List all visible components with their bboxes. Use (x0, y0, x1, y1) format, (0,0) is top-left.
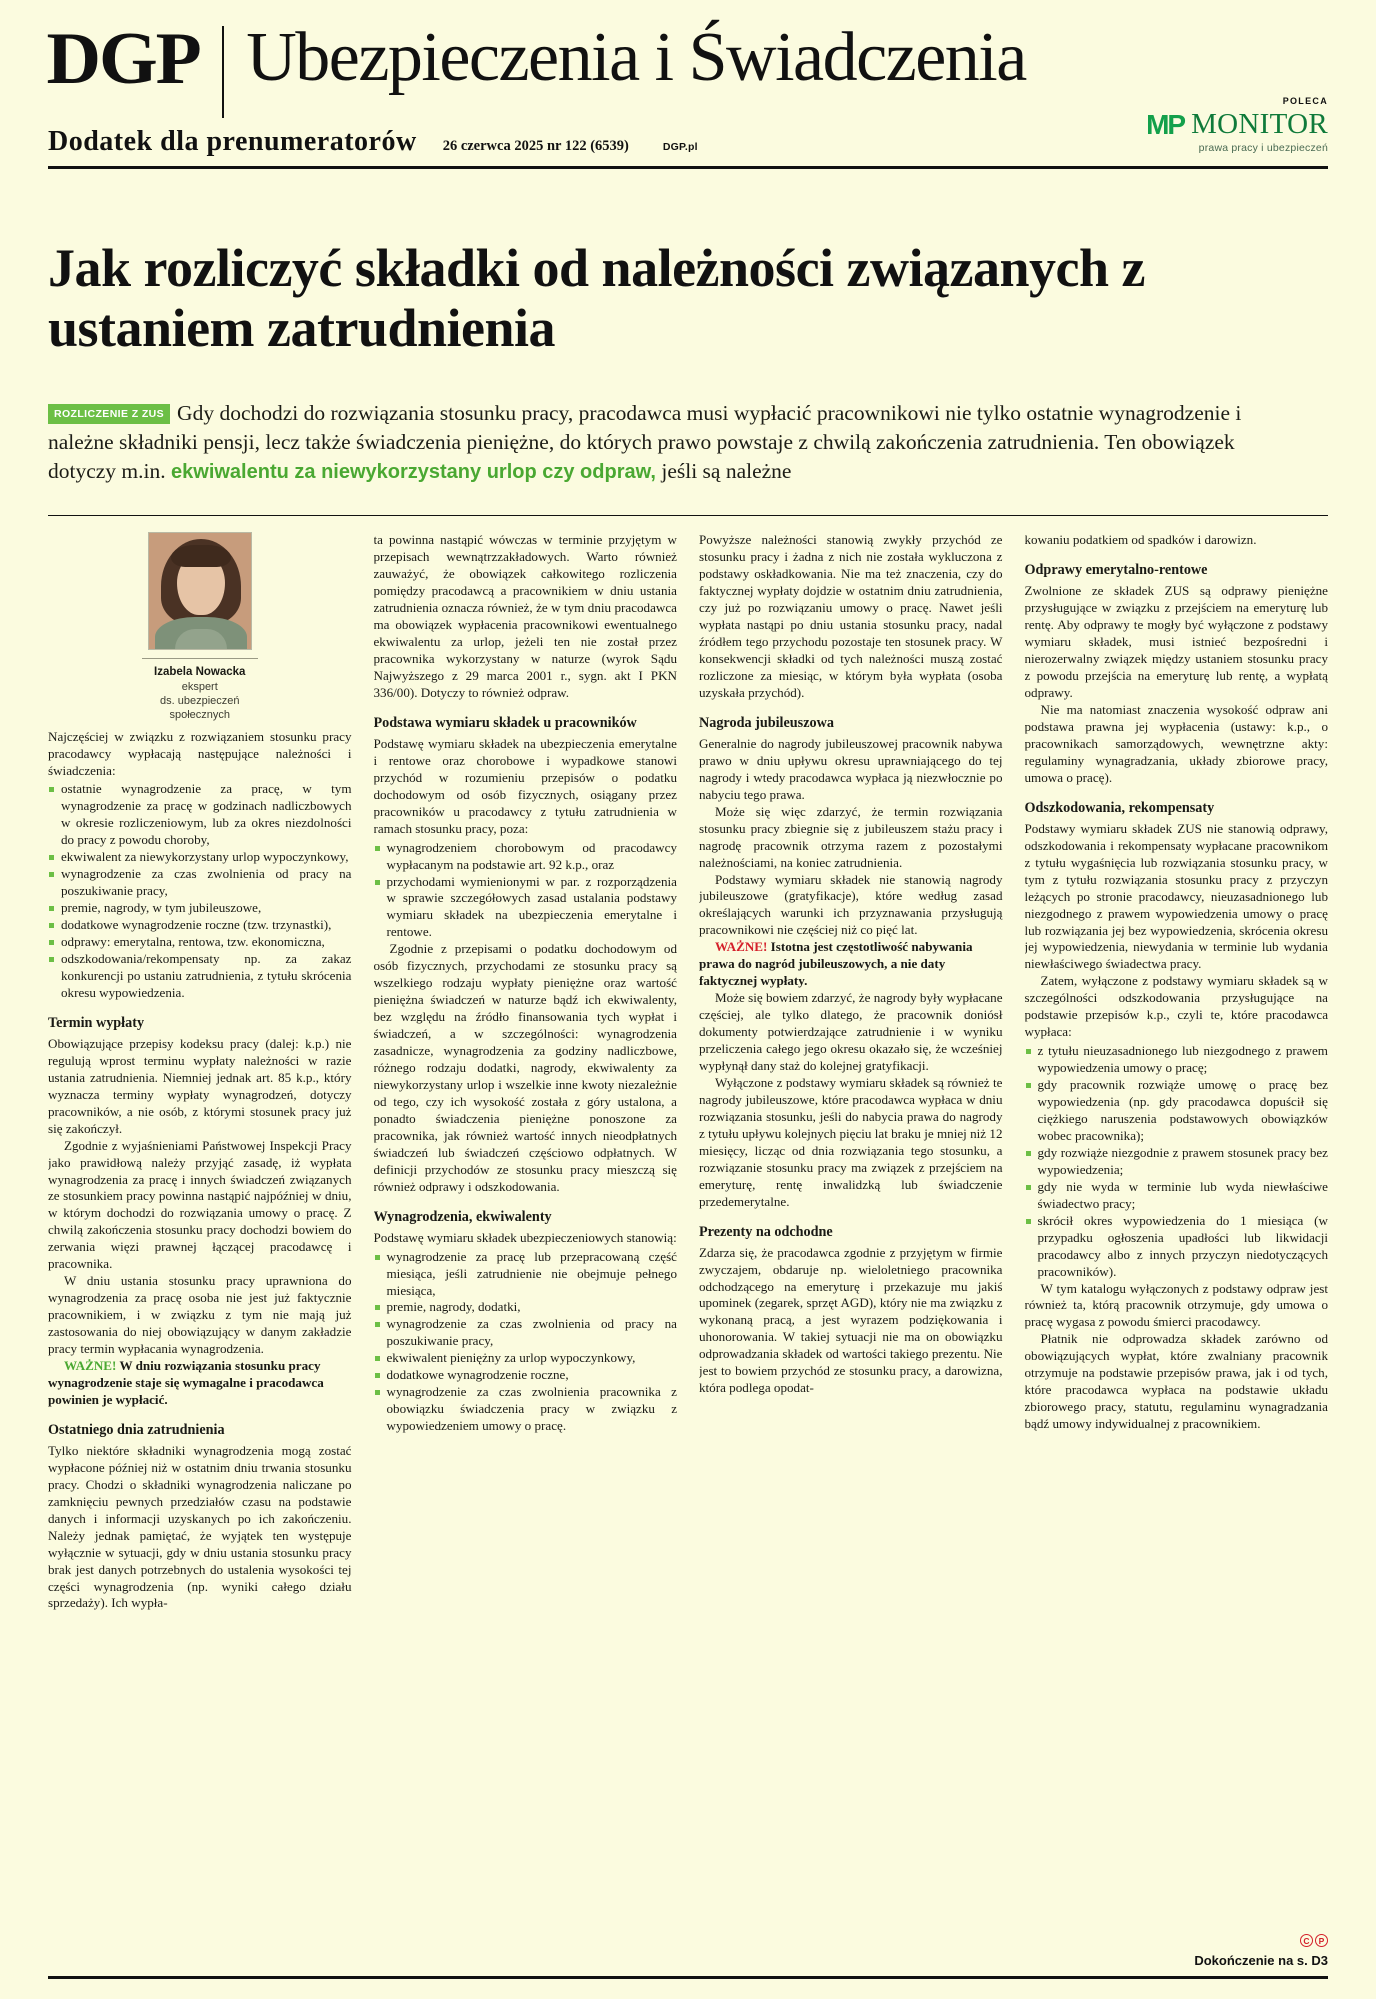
dgp-logo: DGP (46, 18, 200, 100)
author-role-2: ds. ubezpieczeń (160, 695, 240, 707)
paragraph: Podstawę wymiaru składek na ubezpieczenia emerytalne i rentowe oraz chorobowe i wypadkowe stanowi przychód w rozumieniu przepisów o podatku dochodowym od osób fizycznych, osiągany przez pracowników u pracodawcy z tytułu zatrudnienia w ramach stosunku pracy, poza: (373, 735, 677, 836)
author-divider (142, 658, 258, 659)
paragraph: Nie ma natomiast znaczenia wysokość odpraw ani podstawa prawna jej wypłacenia (ustawy: k.p., o pracownikach samorządowych, wewnętrzne akty: regulaminy wynagradzania, układy zbiorowe pracy, umowa o pracę). (1024, 701, 1328, 785)
paragraph: Podstawy wymiaru składek ZUS nie stanowią odprawy, odszkodowania i rekompensaty wypłacane pracownikom z tytułu wygaśnięcia lub rozwiązania stosunku pracy, w tym z tytułu rozwiązania stosunku pracy z przyczyn leżących po stronie pracodawcy, nieuzasadnionego lub niezgodnego z prawem wypowiedzenia umowy o pracę lub rozwiązania jej bez wypowiedzenia, skrócenia okresu jej wypowiedzenia, niewydania w terminie lub wydania niewłaściwego świadectwa pracy. (1024, 820, 1328, 972)
section-label: Dodatek dla prenumeratorów (48, 126, 417, 157)
heading-nagroda-jubileuszowa: Nagroda jubileuszowa (699, 714, 834, 731)
paragraph: ta powinna nastąpić wówczas w terminie przyjętym w przepisach wewnątrzzakładowych. Warto również zauważyć, że obowiązek całkowitego rozliczenia pomiędzy pracodawcą a pracownikiem w dniu ustania zatrudnienia oznacza również, że w tym dniu pracodawca ma obowiązek wypłacenia pracownikowi ewentualnego ekwiwalentu za urlop, jeżeli ten nie został przez pracownika wykorzystany w naturze (wyrok Sądu Najwyższego z 29 marca 2001 r., sygn. akt I PKN 336/00). Dotyczy to również odpraw. (373, 532, 677, 700)
status-badge: ROZLICZENIE Z ZUS (48, 404, 170, 424)
lead-text-after: jeśli są należne (661, 458, 792, 483)
column-4 (1025, 532, 1329, 1842)
paragraph: Generalnie do nagrody jubileuszowej pracownik nabywa prawo w dniu upływu okresu uprawniającego do tej nagrody i wtedy pracodawca wypłaca ją niezwłocznie po nabyciu tego prawa. (699, 735, 1003, 802)
callout-label: WAŻNE! (715, 939, 768, 955)
heading-termin-wyplaty: Termin wypłaty (48, 1014, 145, 1031)
column-3 (699, 532, 1003, 1842)
supplement-title: Ubezpieczenia i Świadczenia (246, 19, 1026, 96)
monitor-wordmark: MONITOR (1191, 108, 1328, 140)
poleca-label: POLECA (1282, 96, 1328, 106)
heading-ostatniego-dnia: Ostatniego dnia zatrudnienia (48, 1421, 225, 1438)
heading-prezenty: Prezenty na odchodne (699, 1223, 833, 1240)
paragraph: Zgodnie z wyjaśnieniami Państwowej Inspekcji Pracy jako prawidłową należy przyjąć zasadę, iż wypłata wynagrodzenia za pracę i innych świadczeń związanych ze stosunkiem pracy powinna nastąpić najpóźniej w dniu, w którym dochodzi do rozwiązania umowy o pracę. Z chwilą zakończenia stosunku pracy dochodzi bowiem do zerwania więzi prawnej łączącej pracodawcę i pracownika. (48, 1137, 352, 1272)
masthead-rule (48, 166, 1328, 169)
paragraph: Zdarza się, że pracodawca zgodnie z przyjętym w firmie zwyczajem, obdaruje np. wieloletniego pracownika odchodzącego na emeryturę i przekazuje mu jakiś upominek (zegarek, sprzęt AGD), który nie ma związku z wykonaną pracą, a jest wyrazem podziękowania i uhonorowania. W takiej sytuacji nie ma on obowiązku odprowadzania składek od wartości takiego prezentu. Nie jest to bowiem przychód ze stosunku pracy, a darowizna, która podlega opodat- (699, 1244, 1003, 1396)
paragraph: W tym katalogu wyłączonych z podstawy odpraw jest również ta, którą pracownik otrzymuje, gdy umowa o pracę wygasa z powodu śmierci pracodawcy. (1024, 1280, 1328, 1330)
paragraph: Może się bowiem zdarzyć, że nagrody były wypłacane częściej, ale tylko dlatego, że pracownik doniósł dokumenty potwierdzające zatrudnienie i w wyniku przeliczenia całego jego okresu okazało się, że wcześniej wypłynął dany staż do kolejnej gratyfikacji. (699, 990, 1003, 1073)
copyright-p-icon: P (1315, 1934, 1328, 1947)
list-item: z tytułu nieuzasadnionego lub niezgodnego z prawem wypowiedzenia umowy o pracę; (1025, 1043, 1329, 1077)
site-label: DGP.pl (662, 141, 698, 153)
lead-text-before: Gdy dochodzi do rozwiązania stosunku pracy, pracodawca musi wypłacić pracownikowi nie tylko ostatnie wynagrodzenie i należne składniki pensji, lecz także świadczenia pieniężne, do których prawo powstaje z chwilą zakończenia zatrudnienia. Ten obowiązek dotyczy m.in. (48, 400, 1242, 483)
author-block (136, 532, 264, 722)
paragraph: kowaniu podatkiem od spadków i darowizn. (1024, 532, 1257, 548)
callout-label: WAŻNE! (64, 1357, 117, 1373)
column-2 (374, 532, 678, 1842)
paragraph: Podstawę wymiaru składek ubezpieczeniowych stanowią: (373, 1229, 677, 1245)
list-item: premie, nagrody, w tym jubileuszowe, (48, 900, 352, 917)
author-role-1: ekspert (181, 680, 218, 693)
monitor-subtitle: prawa pracy i ubezpieczeń (1198, 142, 1328, 154)
list-item: wynagrodzenie za czas zwolnienia od pracy na poszukiwanie pracy, (48, 866, 352, 900)
list-item: gdy rozwiąże niezgodnie z prawem stosunek pracy bez wypowiedzenia; (1025, 1145, 1329, 1179)
monitor-logo (1068, 110, 1328, 139)
paragraph: Zatem, wyłączone z podstawy wymiaru składek są w szczególności odszkodowania przysługujące na podstawie przepisów k.p., czyli te, które pracodawca wypłaca: (1024, 973, 1328, 1040)
avatar (148, 532, 252, 650)
list-item: wynagrodzeniem chorobowym od pracodawcy wypłacanym na podstawie art. 92 k.p., oraz (374, 840, 678, 874)
paragraph: Wyłączone z podstawy wymiaru składek są również te nagrody jubileuszowe, które pracodawca wypłaca w dniu rozwiązania stosunku, jeśli do nabycia prawa do nagrody z tytułu upływu kolejnych pięciu lat braku je mniej niż 12 miesięcy, licząc od dnia rozwiązania tego stosunku, a rozwiązanie stosunku pracy ma związek z przejściem na emeryturę, rentę inwalidzką lub świadczenie przedemerytalne. (699, 1074, 1003, 1209)
callout-wazne (48, 1358, 352, 1409)
callout-text: W dniu rozwiązania stosunku pracy wynagrodzenie staje się wymagalne i pracodawca powinien je wypłacić. (48, 1357, 324, 1407)
footer-rule (48, 1976, 1328, 1979)
copyright-marks (48, 1931, 1328, 1949)
list-exclusions (374, 840, 678, 942)
paragraph: Zgodnie z przepisami o podatku dochodowym od osób fizycznych, przychodami ze stosunku pracy są wszelkiego rodzaju wypłaty pieniężne oraz wartość pieniężna świadczeń w naturze bądź ich ekwiwalenty, bez względu na źródło finansowania tych wypłat i świadczeń, a w szczególności: wynagrodzenia zasadnicze, wynagrodzenia za godziny nadliczbowe, różnego rodzaju dodatki, nagrody, ekwiwalenty za niewykorzystany urlop i wszelkie inne kwoty niezależnie od tego, czy ich wysokość została z góry ustalona, a ponadto świadczenia pieniężne ponoszone za pracownika, jak również wartość innych nieodpłatnych świadczeń lub świadczeń częściowo odpłatnych. W definicji przychodów ze stosunku pracy mieszczą się również odprawy i odszkodowania. (373, 941, 677, 1194)
article-columns (48, 532, 1328, 1842)
paragraph: Może się więc zdarzyć, że termin rozwiązania stosunku pracy zbiegnie się z jubileuszem stażu pracy i nagrodę pracownik otrzyma razem z pozostałymi należnościami, na koniec zatrudnienia. (699, 803, 1003, 870)
callout-text: Istotna jest częstotliwość nabywania prawa do nagród jubileuszowych, a nie daty faktycznej wypłaty. (699, 939, 973, 989)
masthead (48, 0, 1328, 180)
list-item: odprawy: emerytalna, rentowa, tzw. ekonomiczna, (48, 934, 352, 951)
page-footer (48, 1931, 1328, 1979)
list-compensations (1025, 1043, 1329, 1280)
paragraph: Tylko niektóre składniki wynagrodzenia mogą zostać wypłacone później niż w ostatnim dniu trwania stosunku pracy. Chodzi o składniki wynagrodzenia naliczane po zamknięciu pewnych przedziałów czasu na podstawie danych i informacji uzyskanych po ich zakończeniu. Należy jednak pamiętać, że wyjątek ten występuje wyłącznie w sytuacji, gdy w dniu ustania stosunku pracy brak jest danych potrzebnych do ustalenia wysokości tej części wynagrodzenia (np. wyniki całego działu sprzedaży). Ich wypła- (48, 1442, 352, 1611)
list-needs (48, 781, 352, 1001)
column-1 (48, 532, 352, 1842)
list-item: dodatkowe wynagrodzenie roczne, (374, 1367, 678, 1384)
list-item: premie, nagrody, dodatki, (374, 1299, 678, 1316)
list-item: wynagrodzenie za czas zwolnienia od pracy na poszukiwanie pracy, (374, 1316, 678, 1350)
paragraph: Zwolnione ze składek ZUS są odprawy pieniężne przysługujące w związku z przejściem na emeryturę lub rentę. Aby odprawy te mogły być wyłączone z podstawy wymiaru składek, musi istnieć bezpośredni i nierozerwalny związek między ustaniem stosunku pracy z powodu przejścia na emeryturę lub rentę, a wypłatą odprawy. (1024, 583, 1328, 701)
partner-logo-block (1068, 96, 1328, 154)
paragraph: Podstawy wymiaru składek nie stanowią nagrody jubileuszowe (gratyfikacje), które według zasad określających warunki ich przyznawania przysługują pracownikowi nie częściej niż co pięć lat. (699, 871, 1003, 938)
masthead-divider (222, 26, 224, 118)
issue-line: 26 czerwca 2025 nr 122 (6539) (442, 138, 629, 154)
list-item: gdy pracownik rozwiąże umowę o pracę bez wypowiedzenia (np. gdy pracodawca dopuścił się ciężkiego naruszenia podstawowych obowiązków wobec pracownika); (1025, 1077, 1329, 1145)
list-item: ekwiwalent pieniężny za urlop wypoczynkowy, (374, 1350, 678, 1367)
heading-odprawy: Odprawy emerytalno-rentowe (1024, 562, 1208, 579)
page-title: Jak rozliczyć składki od należności związanych z ustaniem zatrudnienia (48, 238, 1145, 359)
callout-wazne (699, 939, 1003, 990)
list-item: dodatkowe wynagrodzenie roczne (tzw. trzynastki), (48, 917, 352, 934)
paragraph: W dniu ustania stosunku pracy uprawniona do wynagrodzenia za pracę osoba nie jest już faktycznie pracownikiem, i w związku z tym nie mają już zastosowania do niej obowiązujący w danym zakładzie pracy termin wypłacania wynagrodzenia. (48, 1273, 352, 1357)
list-item: skrócił okres wypowiedzenia do 1 miesiąca (w przypadku ogłoszenia upadłości lub likwidacji pracodawcy albo z innych przyczyn niedotyczących pracowników). (1025, 1213, 1329, 1281)
lead-paragraph (48, 399, 1248, 485)
heading-wynagrodzenia-ekwiwalenty: Wynagrodzenia, ekwiwalenty (373, 1208, 552, 1225)
list-item: ekwiwalent za niewykorzystany urlop wypoczynkowy, (48, 849, 352, 866)
list-item: ostatnie wynagrodzenie za pracę, w tym wynagrodzenie za pracę w godzinach nadliczbowych w okresie rozliczeniowym, lub za okres niezdolności do pracy z powodu choroby, (48, 781, 352, 849)
author-role-3: społecznych (169, 709, 231, 722)
paragraph: Obowiązujące przepisy kodeksu pracy (dalej: k.p.) nie regulują wprost terminu wypłaty należności w razie ustania zatrudnienia. Niemniej jednak art. 85 k.p., który wyznacza terminy wypłaty wynagrodzeń, dotyczy pracowników, a nie osób, z którymi stosunek pracy już się zakończył. (48, 1035, 352, 1136)
lead-highlight: ekwiwalentu za niewykorzystany urlop czy odpraw, (171, 460, 656, 483)
list-components (374, 1249, 678, 1435)
continuation-note: Dokończenie na s. D3 (1194, 1953, 1328, 1968)
list-item: gdy nie wyda w terminie lub wyda niewłaściwe świadectwo pracy; (1025, 1179, 1329, 1213)
copyright-c-icon: C (1300, 1934, 1313, 1947)
lead-rule (48, 515, 1328, 516)
list-item: przychodami wymienionymi w par. z rozporządzenia w sprawie szczegółowych zasad ustalania podstawy wymiaru składek na ubezpieczenia emerytalne i rentowe. (374, 874, 678, 942)
heading-podstawa-wymiaru: Podstawa wymiaru składek u pracowników (373, 714, 637, 731)
list-item: wynagrodzenie za czas zwolnienia pracownika z obowiązku świadczenia pracy w związku z wypowiedzeniem umowy o pracę. (374, 1384, 678, 1435)
list-item: odszkodowania/rekompensaty np. za zakaz konkurencji po ustaniu zatrudnienia, z tytułu skrócenia okresu wypowiedzenia. (48, 951, 352, 1002)
paragraph: Płatnik nie odprowadza składek zarówno od obowiązujących wypłat, które zwalniany pracownik otrzymuje na podstawie przepisów prawa, jak i od tych, które pracodawca wypłaca na podstawie układu zbiorowego pracy, statutu, regulaminu wynagradzania bądź umowy indywidualnej z pracownikiem. (1024, 1331, 1328, 1432)
list-item: wynagrodzenie za pracę lub przepracowaną część miesiąca, jeśli zatrudnienie nie obejmuje pełnego miesiąca, (374, 1249, 678, 1300)
author-name: Izabela Nowacka (154, 666, 246, 679)
paragraph: Powyższe należności stanowią zwykły przychód ze stosunku pracy i żadna z nich nie została wykluczona z podstawy oskładkowania. Nie ma też znaczenia, czy do faktycznej wypłaty dojdzie w ostatnim dniu zatrudnienia, czy już po rozwiązaniu umowy o pracę. Nawet jeśli wypłata nastąpi po dniu ustania stosunku pracy, nadal źródłem tego przychodu pozostaje ten stosunek pracy. W konsekwencji składki od tych należności muszą zostać rozliczone za miesiąc, w którym była wypłata (osoba uzyskała przychód). (699, 532, 1003, 700)
paragraph-intro: Najczęściej w związku z rozwiązaniem stosunku pracy pracodawcy wypłacają następujące należności i świadczenia: (48, 728, 352, 778)
mp-mark-icon: MP (1146, 108, 1185, 140)
heading-odszkodowania: Odszkodowania, rekompensaty (1024, 799, 1215, 816)
